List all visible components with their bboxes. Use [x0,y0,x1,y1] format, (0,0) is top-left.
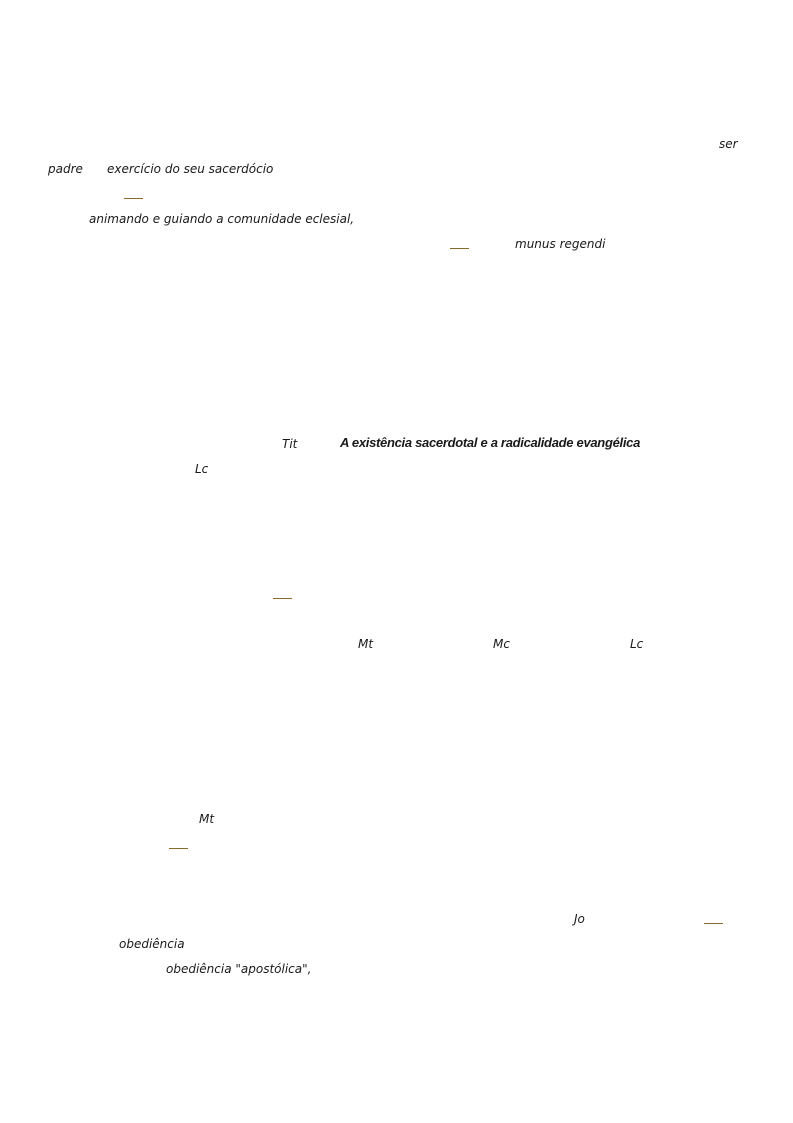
text-tit: Tit [282,437,298,451]
footnote-link[interactable] [273,598,292,599]
text-ser: ser [719,137,738,151]
footnote-link[interactable] [704,923,723,924]
footnote-link[interactable] [450,248,469,249]
text-animando: animando e guiando a comunidade eclesial, [89,212,355,226]
text-obediencia-apostolica: obediência "apostólica", [166,962,312,976]
text-mt: Mt [358,637,374,651]
text-exercicio: exercício do seu sacerdócio [107,162,274,176]
footnote-link[interactable] [124,198,143,199]
text-obediencia: obediência [119,937,185,951]
text-mt: Mt [199,812,215,826]
section-heading: A existência sacerdotal e a radicalidade evangélica [340,435,640,450]
text-jo: Jo [574,912,585,926]
text-munus-regendi: munus regendi [515,237,606,251]
footnote-link[interactable] [169,848,188,849]
text-lc: Lc [195,462,209,476]
text-padre: padre [48,162,83,176]
text-lc: Lc [630,637,644,651]
text-mc: Mc [493,637,510,651]
